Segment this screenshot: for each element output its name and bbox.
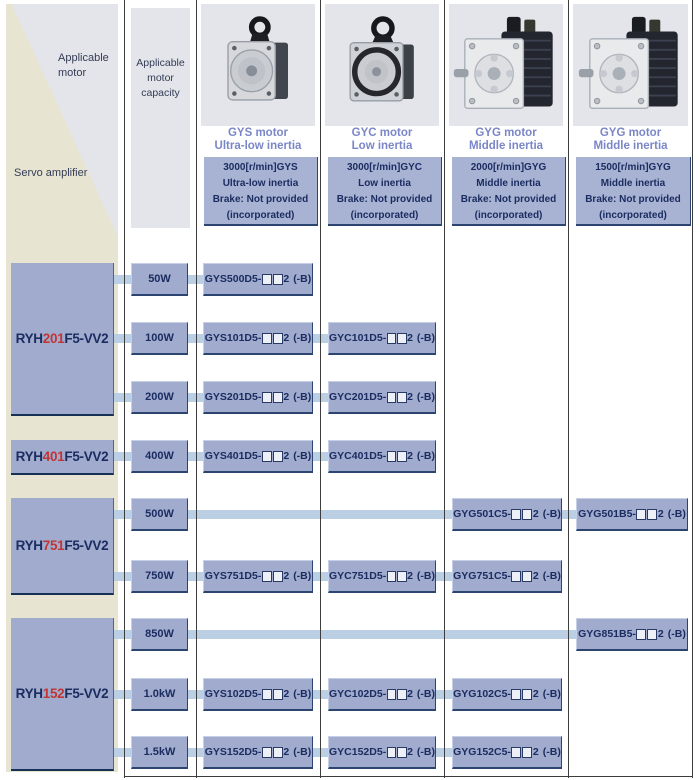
model-number-text: 2 [283, 450, 290, 462]
model-number-text: 2 [283, 273, 290, 285]
motor-spec-line: Low inertia [358, 178, 411, 189]
model-number-text: GYS401D5- [204, 450, 262, 462]
model-brake-suffix: (-B) [542, 508, 561, 520]
capacity-box: 1.5kW [131, 736, 188, 769]
motor-model-box [203, 736, 313, 769]
header-diagonal-cell [6, 4, 118, 237]
motor-model-box [203, 440, 313, 473]
gyc-motor-photo [325, 4, 439, 126]
model-placeholder-square [387, 689, 396, 700]
model-placeholder-square [647, 629, 657, 640]
motor-caption-line1: GYC motor [351, 127, 413, 139]
amplifier-model-text: RYH [15, 449, 43, 464]
motor-caption [201, 127, 315, 155]
motor-model-box [328, 736, 436, 769]
model-number-text: 2 [283, 688, 290, 700]
model-brake-suffix: (-B) [416, 688, 435, 700]
amplifier-model-text: 401 [42, 449, 65, 464]
model-number-text: 2 [657, 508, 664, 520]
model-brake-suffix: (-B) [293, 273, 312, 285]
gyg-motor-photo [573, 4, 688, 126]
model-placeholder-square [273, 747, 283, 758]
servo-amplifier-label: Servo amplifier [14, 167, 88, 179]
model-brake-suffix: (-B) [416, 570, 435, 582]
model-brake-suffix: (-B) [416, 746, 435, 758]
motor-model-box [452, 678, 562, 711]
model-brake-suffix: (-B) [542, 688, 561, 700]
model-placeholder-square [397, 747, 406, 758]
motor-model-box [328, 678, 436, 711]
model-placeholder-square [397, 571, 406, 582]
motor-model-box [452, 560, 562, 593]
column-divider-line [320, 0, 321, 778]
model-number-text: 2 [283, 391, 290, 403]
model-placeholder-square [262, 333, 272, 344]
motor-model-box [203, 263, 313, 296]
model-placeholder-square [262, 451, 272, 462]
motor-spec-box [452, 157, 566, 226]
motor-caption-line2: Low inertia [351, 139, 413, 152]
amplifier-model-text: F5-VV2 [64, 686, 109, 701]
motor-spec-box [328, 157, 442, 226]
motor-spec-line: Middle inertia [476, 178, 541, 189]
motor-model-box [452, 736, 562, 769]
model-placeholder-square [511, 571, 521, 582]
capacity-box: 50W [131, 263, 188, 296]
motor-spec-line: (incorporated) [226, 210, 295, 221]
model-placeholder-square [273, 451, 283, 462]
model-placeholder-square [522, 689, 532, 700]
model-placeholder-square [522, 509, 532, 520]
model-placeholder-square [511, 747, 521, 758]
model-placeholder-square [647, 509, 657, 520]
model-number-text: GYC101D5- [329, 332, 387, 344]
applicable-motor-line2: motor [58, 67, 87, 79]
motor-spec-line: 2000[r/min]GYG [470, 162, 547, 173]
column-divider-line [196, 0, 197, 778]
gyg-motor-photo [449, 4, 563, 126]
model-brake-suffix: (-B) [293, 746, 312, 758]
model-number-text: 2 [532, 570, 539, 582]
capacity-header-line3: capacity [141, 87, 180, 99]
model-brake-suffix: (-B) [416, 450, 435, 462]
motor-caption [325, 127, 439, 155]
motor-model-box [452, 498, 562, 531]
capacity-header-line1: Applicable [136, 57, 185, 69]
capacity-header-line2: motor [147, 72, 174, 84]
motor-spec-line: Brake: Not provided [212, 194, 309, 205]
model-brake-suffix: (-B) [542, 746, 561, 758]
model-placeholder-square [273, 689, 283, 700]
model-placeholder-square [273, 571, 283, 582]
motor-model-box [328, 381, 436, 414]
model-placeholder-square [273, 274, 283, 285]
amplifier-model-text: F5-VV2 [64, 331, 109, 346]
motor-caption [573, 127, 688, 155]
model-placeholder-square [387, 392, 396, 403]
model-placeholder-square [397, 392, 406, 403]
motor-model-box [203, 381, 313, 414]
model-number-text: GYG102C5- [453, 688, 511, 700]
amplifier-model-text: 751 [42, 538, 65, 553]
motor-model-box [203, 322, 313, 355]
amplifier-model-text: F5-VV2 [64, 449, 109, 464]
model-brake-suffix: (-B) [542, 570, 561, 582]
model-number-text: 2 [532, 508, 539, 520]
model-number-text: GYG751C5- [453, 570, 511, 582]
servo-amplifier-block [11, 263, 114, 416]
model-placeholder-square [262, 392, 272, 403]
amplifier-model-text: 152 [42, 686, 65, 701]
model-number-text: GYC401D5- [329, 450, 387, 462]
motor-model-box [203, 678, 313, 711]
motor-spec-line: 3000[r/min]GYC [346, 162, 423, 173]
model-placeholder-square [397, 333, 406, 344]
motor-spec-line: Brake: Not provided [460, 194, 557, 205]
model-number-text: GYG851B5- [578, 628, 636, 640]
model-number-text: GYS101D5- [204, 332, 262, 344]
model-brake-suffix: (-B) [416, 332, 435, 344]
model-number-text: 2 [407, 746, 413, 758]
motor-caption-line2: Middle inertia [468, 139, 544, 152]
capacity-column-header [131, 8, 190, 228]
model-number-text: GYS152D5- [204, 746, 262, 758]
applicable-motor-line1: Applicable [58, 52, 109, 64]
amplifier-model-text: 201 [42, 331, 65, 346]
motor-model-box [328, 440, 436, 473]
diagonal-divider [6, 4, 118, 237]
model-placeholder-square [273, 392, 283, 403]
motor-caption-line1: GYG motor [475, 127, 537, 139]
servo-amplifier-block [11, 618, 114, 771]
model-brake-suffix: (-B) [293, 450, 312, 462]
motor-spec-line: (incorporated) [350, 210, 419, 221]
model-placeholder-square [262, 274, 272, 285]
model-placeholder-square [387, 571, 396, 582]
model-number-text: GYS500D5- [204, 273, 262, 285]
model-placeholder-square [262, 571, 272, 582]
motor-spec-line: Ultra-low inertia [222, 178, 299, 189]
model-brake-suffix: (-B) [293, 391, 312, 403]
motor-model-box [328, 322, 436, 355]
model-placeholder-square [511, 689, 521, 700]
model-number-text: GYC201D5- [329, 391, 387, 403]
model-brake-suffix: (-B) [667, 508, 686, 520]
model-placeholder-square [273, 333, 283, 344]
bottom-border-line [124, 776, 693, 777]
motor-caption-line1: GYG motor [599, 127, 662, 139]
column-divider-line [124, 0, 125, 778]
amplifier-model-text: RYH [15, 538, 43, 553]
motor-caption-line2: Ultra-low inertia [214, 139, 302, 152]
model-placeholder-square [387, 451, 396, 462]
model-brake-suffix: (-B) [293, 688, 312, 700]
gys-motor-photo [201, 4, 315, 126]
servo-amplifier-block [11, 440, 114, 475]
motor-spec-box [576, 157, 691, 226]
model-number-text: GYS751D5- [204, 570, 262, 582]
model-number-text: 2 [283, 746, 290, 758]
model-number-text: GYG501B5- [578, 508, 636, 520]
motor-model-box [328, 560, 436, 593]
motor-caption [449, 127, 563, 155]
capacity-box: 750W [131, 560, 188, 593]
model-number-text: 2 [407, 570, 413, 582]
model-placeholder-square [262, 747, 272, 758]
amplifier-model-text: F5-VV2 [64, 538, 109, 553]
model-number-text: 2 [532, 746, 539, 758]
capacity-box: 100W [131, 322, 188, 355]
motor-spec-line: Brake: Not provided [336, 194, 433, 205]
model-number-text: 2 [407, 450, 413, 462]
model-number-text: GYC102D5- [329, 688, 387, 700]
model-placeholder-square [636, 629, 646, 640]
motor-model-box [576, 498, 688, 531]
motor-spec-line: 3000[r/min]GYS [223, 162, 298, 173]
capacity-box: 500W [131, 498, 188, 531]
model-number-text: GYC152D5- [329, 746, 387, 758]
motor-spec-line: Middle inertia [600, 178, 666, 189]
model-number-text: 2 [283, 570, 290, 582]
capacity-box: 200W [131, 381, 188, 414]
model-brake-suffix: (-B) [416, 391, 435, 403]
motor-caption-line1: GYS motor [227, 127, 289, 139]
model-number-text: GYG501C5- [453, 508, 511, 520]
motor-caption-line2: Middle inertia [593, 139, 668, 152]
column-divider-line [568, 0, 569, 778]
motor-spec-line: (incorporated) [599, 210, 667, 221]
model-number-text: 2 [407, 332, 413, 344]
capacity-box: 850W [131, 618, 188, 651]
model-placeholder-square [636, 509, 646, 520]
servo-amplifier-block [11, 498, 114, 595]
motor-spec-line: 1500[r/min]GYG [595, 162, 671, 173]
model-brake-suffix: (-B) [293, 570, 312, 582]
model-brake-suffix: (-B) [293, 332, 312, 344]
model-placeholder-square [387, 333, 396, 344]
model-placeholder-square [522, 747, 532, 758]
model-placeholder-square [262, 689, 272, 700]
capacity-box: 1.0kW [131, 678, 188, 711]
applicable-motor-label [58, 51, 109, 81]
motor-model-box [203, 560, 313, 593]
amplifier-model-text: RYH [15, 331, 43, 346]
model-brake-suffix: (-B) [667, 628, 686, 640]
model-number-text: 2 [407, 391, 413, 403]
model-number-text: GYS201D5- [204, 391, 262, 403]
model-number-text: 2 [407, 688, 413, 700]
model-placeholder-square [397, 689, 406, 700]
motor-spec-line: Brake: Not provided [585, 194, 681, 205]
model-number-text: 2 [532, 688, 539, 700]
model-number-text: 2 [657, 628, 664, 640]
motor-model-box [576, 618, 688, 651]
model-placeholder-square [511, 509, 521, 520]
model-placeholder-square [387, 747, 396, 758]
model-placeholder-square [397, 451, 406, 462]
model-number-text: GYS102D5- [204, 688, 262, 700]
capacity-box: 400W [131, 440, 188, 473]
motor-spec-line: (incorporated) [474, 210, 543, 221]
column-divider-line [444, 0, 445, 778]
model-placeholder-square [522, 571, 532, 582]
model-number-text: GYG152C5- [453, 746, 511, 758]
model-number-text: GYC751D5- [329, 570, 387, 582]
amplifier-model-text: RYH [15, 686, 43, 701]
model-number-text: 2 [283, 332, 290, 344]
column-divider-line [692, 0, 693, 778]
motor-spec-box [204, 157, 318, 226]
